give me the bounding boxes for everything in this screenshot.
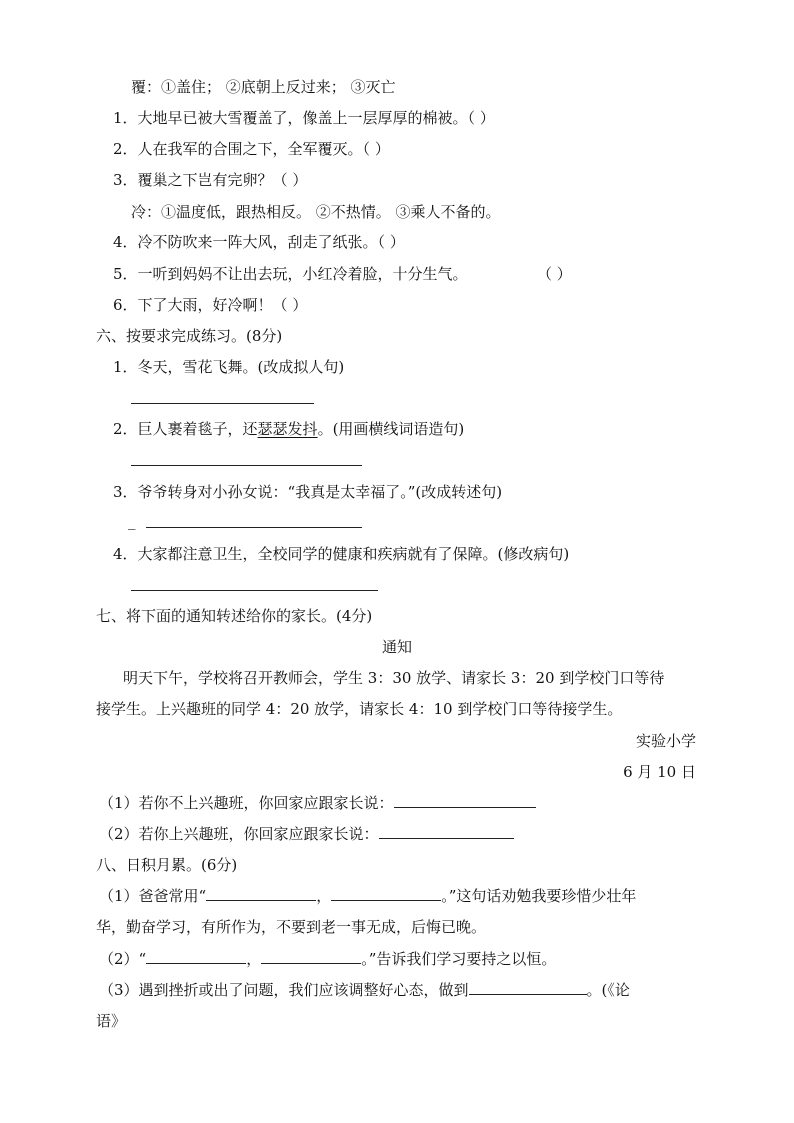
question-5-5-answer-paren: （ ）: [537, 265, 572, 283]
answer-blank-8-2a[interactable]: [146, 949, 246, 964]
question-5-5: 5．一听到妈妈不让出去玩，小红冷着脸，十分生气。: [113, 265, 468, 283]
question-6-4: 4．大家都注意卫生，全校同学的健康和疾病就有了保障。(修改病句): [113, 545, 570, 563]
question-7-2-text: （2）若你上兴趣班，你回家应跟家长说：: [99, 825, 379, 843]
question-6-2-instruction: 。(用画横线词语造句): [317, 420, 465, 438]
question-7-1-text: （1）若你不上兴趣班，你回家应跟家长说：: [99, 794, 394, 812]
question-6-2: [113, 419, 464, 439]
question-7-2: [99, 824, 514, 844]
question-6-1: 1．冬天，雪花飞舞。(改成拟人句): [113, 358, 345, 376]
answer-line-6-1[interactable]: [131, 403, 314, 404]
question-7-1: [99, 793, 536, 813]
comma: ，: [316, 887, 332, 905]
section-8-title: 八、日积月累。(6分): [96, 856, 238, 874]
question-5-3: 3．覆巢之下岂有完卵？（ ）: [113, 171, 308, 189]
question-5-2: 2．人在我军的合围之下，全军覆灭。（ ）: [113, 140, 390, 158]
answer-blank-8-2b[interactable]: [261, 949, 361, 964]
answer-blank-7-1[interactable]: [394, 793, 536, 808]
question-8-3-text: （3）遇到挫折或出了问题，我们应该调整好心态，做到: [99, 981, 469, 999]
notice-line-2: 接学生。上兴趣班的同学 4：20 放学，请家长 4：10 到学校门口等待接学生。: [96, 700, 623, 718]
answer-line-6-3[interactable]: [146, 527, 362, 528]
notice-title: 通知: [381, 638, 412, 656]
answer-dash-6-3: _: [128, 512, 136, 530]
underlined-phrase: 瑟瑟发抖: [257, 420, 318, 438]
question-8-2: [99, 949, 556, 969]
notice-date: 6 月 10 日: [623, 763, 696, 781]
notice-signature: 实验小学: [635, 732, 696, 750]
notice-line-1: 明天下午，学校将召开教师会，学生 3：30 放学、请家长 3：20 到学校门口等待: [123, 669, 665, 687]
section-7-title: 七、将下面的通知转述给你的家长。(4分): [96, 607, 373, 625]
question-8-2-text-end: 。”告诉我们学习要持之以恒。: [361, 950, 557, 968]
answer-blank-8-3[interactable]: [469, 980, 587, 995]
fu-definitions: 覆：①盖住； ②底朝上反过来； ③灭亡: [131, 78, 396, 96]
question-8-3-line-2: 语》: [96, 1012, 127, 1030]
question-5-6: 6．下了大雨，好冷啊！（ ）: [113, 296, 308, 314]
question-6-2-text: 2．巨人裹着毯子，还: [113, 420, 258, 438]
answer-blank-8-1b[interactable]: [331, 886, 441, 901]
answer-line-6-4[interactable]: [131, 590, 378, 591]
leng-definitions: 冷：①温度低，跟热相反。 ②不热情。 ③乘人不备的。: [131, 203, 501, 221]
question-8-3-text-end: 。(《论: [586, 981, 630, 999]
question-5-1: 1．大地早已被大雪覆盖了，像盖上一层厚厚的棉被。（ ）: [113, 109, 495, 127]
question-8-1: [99, 886, 636, 906]
question-8-1-text-end: 。”这句话劝勉我要珍惜少壮年: [441, 887, 637, 905]
question-5-4: 4．冷不防吹来一阵大风，刮走了纸张。（ ）: [113, 233, 405, 251]
answer-blank-7-2[interactable]: [379, 824, 514, 839]
answer-blank-8-1a[interactable]: [206, 886, 316, 901]
question-6-3: 3．爷爷转身对小孙女说：“我真是太幸福了。”(改成转述句): [113, 483, 503, 501]
question-8-2-text: （2）“: [99, 950, 147, 968]
answer-line-6-2[interactable]: [131, 465, 362, 466]
section-6-title: 六、按要求完成练习。(8分): [96, 327, 283, 345]
comma: ，: [246, 950, 262, 968]
question-8-1-line-2: 华，勤奋学习，有所作为，不要到老一事无成，后悔已晚。: [96, 918, 487, 936]
question-8-3: [99, 980, 630, 1000]
question-8-1-text: （1）爸爸常用“: [99, 887, 207, 905]
